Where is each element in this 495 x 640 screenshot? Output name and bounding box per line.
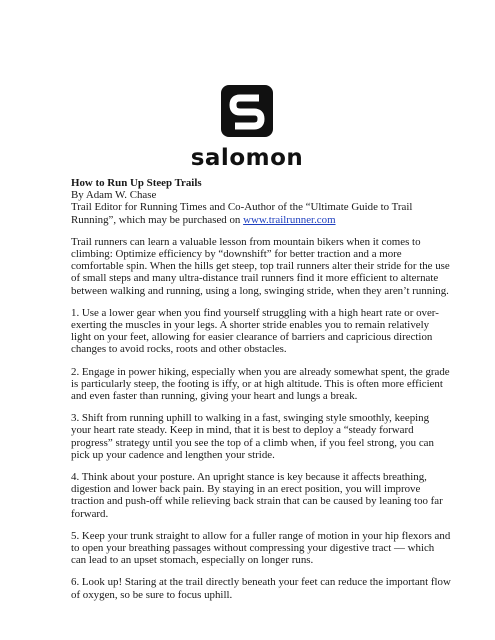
article-header — [71, 177, 451, 226]
tip-paragraph: 5. Keep your trunk straight to allow for a fuller range of motion in your hip flexors and to open your breathing passages without compressing your digestive tract — which can lead to an upset stomach, especially on longer runs. — [71, 529, 451, 567]
tip-paragraph: 3. Shift from running uphill to walking in a fast, swinging style smoothly, keeping your heart rate steady. Keep in mind, that it is best to deploy a “steady forward progress” strategy until you see the top of a climb when, if you feel strong, you can pick up your cadence and lengthen your stride. — [71, 412, 434, 461]
author-credit-text: Trail Editor for Running Times and Co-Author of the “Ultimate Guide to Trail Running”, which may be purchased on — [71, 201, 413, 226]
brand-wordmark: salomon — [190, 145, 304, 171]
tip-paragraph: 1. Use a lower gear when you find yourself struggling with a high heart rate or over-exerting the muscles in your legs. A shorter stride enables you to remain relatively light on your feet, allowing for easier clearance of barriers and capricious direction changes to avoid rocks, roots and other obstacles. — [71, 306, 439, 356]
salomon-logo — [186, 85, 308, 171]
author-credit — [71, 201, 451, 225]
article-intro: Trail runners can learn a valuable lesson from mountain bikers when it comes to climbing: Optimize efficiency by “downshift” for better traction and a more comfortable spin. When the hills get steep, top trail runners alter their stride for the use of small steps and many ultra-distance trail runners find it more efficient to alternate between walking and running, using a long, swinging stride, when they aren’t running. — [71, 235, 450, 297]
article-byline: By Adam W. Chase — [71, 189, 157, 202]
article — [71, 177, 451, 611]
tip-paragraph: 2. Engage in power hiking, especially when you are already somewhat spent, the grade is particularly steep, the footing is iffy, or at high altitude. This is often more efficient and even faster than running, giving your heart and lungs a break. — [71, 365, 450, 403]
trailrunner-link[interactable]: www.trailrunner.com — [243, 213, 336, 226]
article-title: How to Run Up Steep Trails — [71, 177, 202, 189]
tip-paragraph: 4. Think about your posture. An upright stance is key because it affects breathing, digestion and lower back pain. By staying in an erect position, you will improve traction and push-off while relieving back strain that can be caused by leaning too far forward. — [71, 471, 443, 520]
tip-paragraph: 6. Look up! Staring at the trail directly beneath your feet can reduce the important flow of oxygen, so be sure to focus uphill. — [71, 576, 451, 601]
